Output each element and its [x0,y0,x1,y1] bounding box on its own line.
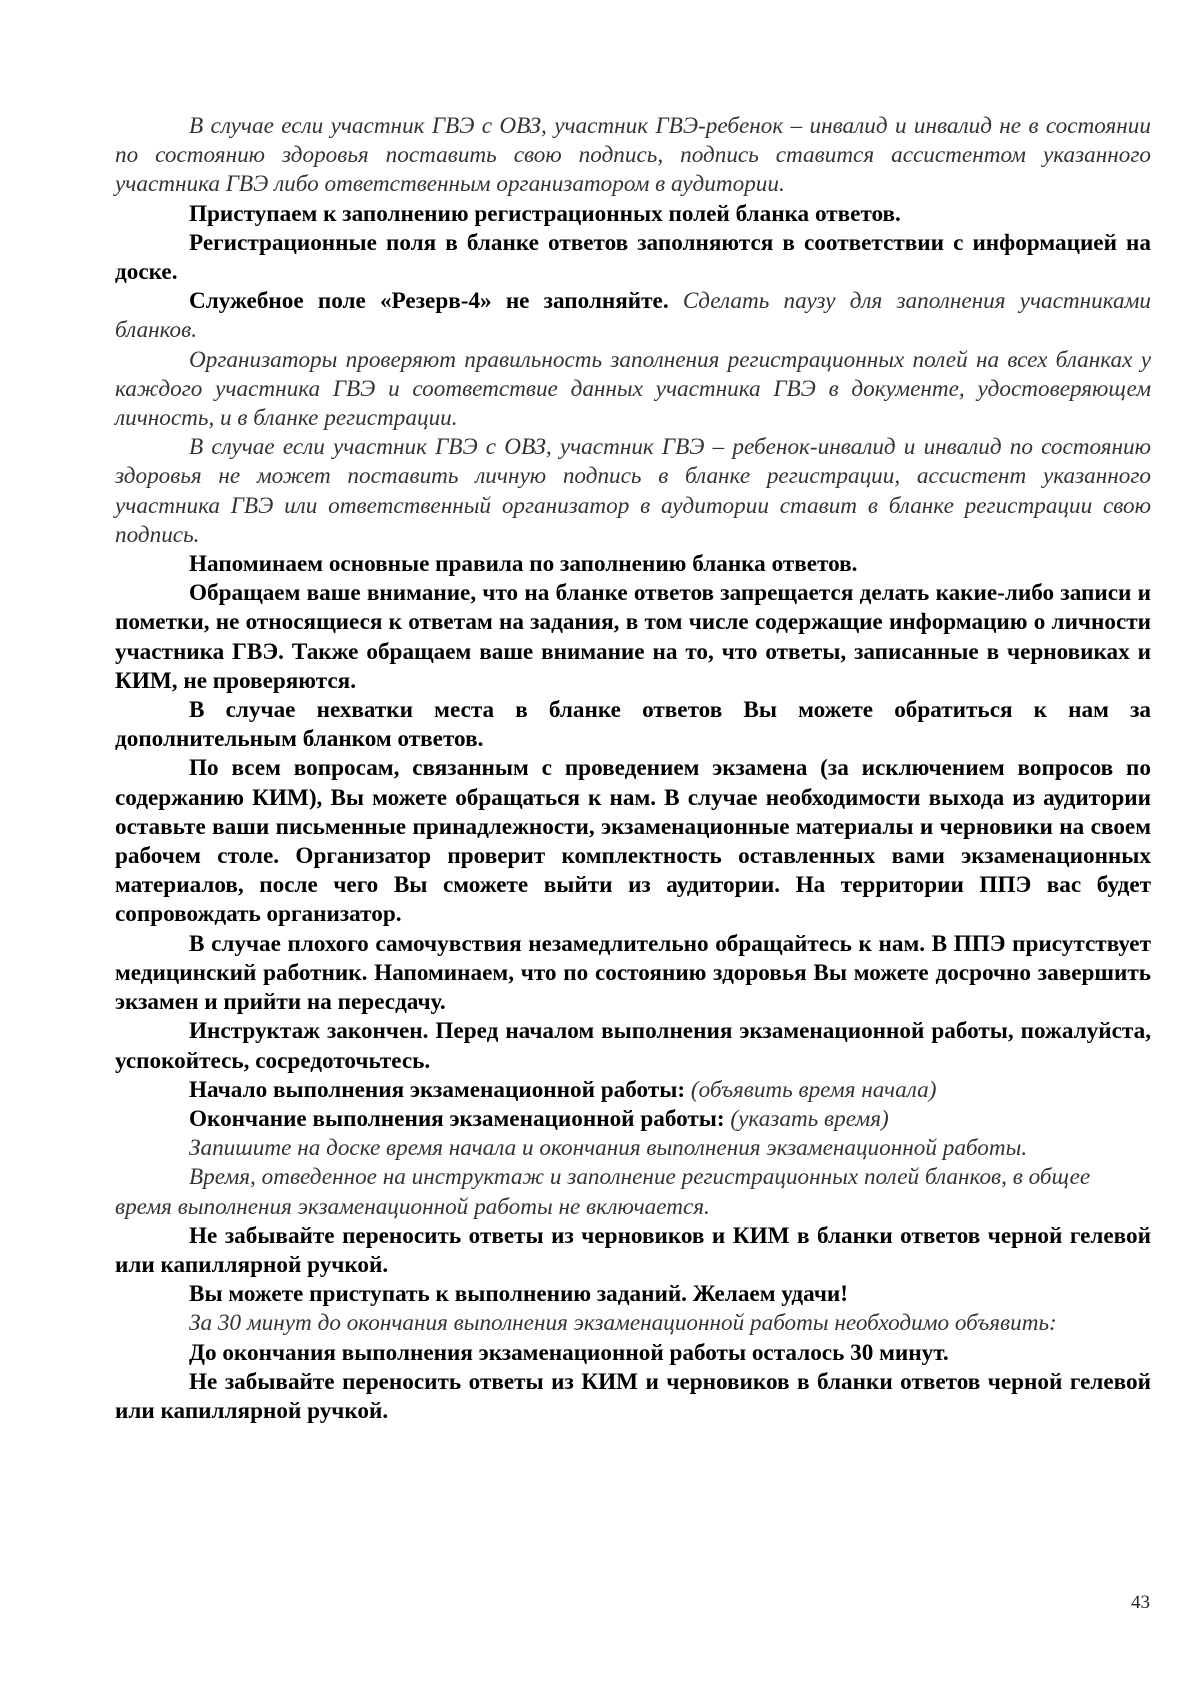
paragraph-start-registration: Приступаем к заполнению регистрационных полей бланка ответов. [189,200,901,227]
paragraph-additional-form: В случае нехватки места в бланке ответов Вы можете обратиться к нам за дополнительным бланком ответов. [115,697,1151,753]
paragraph-no-extra-marks: Обращаем ваше внимание, что на бланке ответов запрещается делать какие-либо записи и пометки, не относящиеся к ответам на задания, в том числе содержащие информацию о личности участника ГВЭ. Также обращаем ваше внимание на то, что ответы, записанные в черновиках и КИМ, не проверяются. [115,580,1151,694]
paragraph-time-not-included: Время, отведенное на инструктаж и заполнение регистрационных полей бланков, в общее время выполнения экзаменационной работы не включается. [115,1164,1091,1220]
paragraph-end-time: Окончание выполнения экзаменационной работы: (указать время) [189,1105,889,1132]
paragraph-transfer-answers-final: Не забывайте переносить ответы из КИМ и черновиков в бланки ответов черной гелевой или капиллярной ручкой. [115,1368,1151,1424]
paragraph-write-time-on-board: Запишите на доске время начала и окончания выполнения экзаменационной работы. [189,1135,1028,1162]
paragraph-reserve-field: Служебное поле «Резерв-4» не заполняйте. Сделать паузу для заполнения участниками бланков. [115,288,1152,344]
paragraph-assistant-signature: В случае если участник ГВЭ с ОВЗ, участник ГВЭ – ребенок-инвалид и инвалид по состоянию здоровья не может поставить личную подпись в бланке регистрации, ассистент указанного участника ГВЭ или ответственный организатор в аудитории ставит в бланке регистрации свою подпись. [115,434,1151,548]
paragraph-transfer-answers: Не забывайте переносить ответы из черновиков и КИМ в бланки ответов черной гелевой или капиллярной ручкой. [115,1222,1151,1278]
paragraph-health: В случае плохого самочувствия незамедлительно обращайтесь к нам. В ППЭ присутствует медицинский работник. Напоминаем, что по состоянию здоровья Вы можете досрочно завершить экзамен и прийти на пересдачу. [115,930,1151,1016]
paragraph-rules-reminder: Напоминаем основные правила по заполнению бланка ответов. [189,551,858,578]
paragraph-registration-fields: Регистрационные поля в бланке ответов заполняются в соответствии с информацией на доске. [115,229,1151,286]
paragraph-good-luck: Вы можете приступать к выполнению заданий. Желаем удачи! [189,1281,848,1308]
paragraph-30-min-left: До окончания выполнения экзаменационной работы осталось 30 минут. [189,1339,949,1366]
paragraph-disabled-signature-note: В случае если участник ГВЭ с ОВЗ, участник ГВЭ-ребенок – инвалид и инвалид не в состоянии по состоянию здоровья поставить свою подпись, подпись ставится ассистентом указанного участника ГВЭ либо ответственным организатором в аудитории. [115,113,1151,198]
paragraph-instruction-finished: Инструктаж закончен. Перед началом выполнения экзаменационной работы, пожалуйста, успокойтесь, сосредоточьтесь. [115,1018,1151,1074]
page-number: 43 [1131,1592,1150,1613]
paragraph-start-time: Начало выполнения экзаменационной работы: (объявить время начала) [189,1076,937,1103]
document-page [115,112,1151,1426]
paragraph-30-min-announce: За 30 минут до окончания выполнения экзаменационной работы необходимо объявить: [189,1310,1057,1337]
paragraph-organizers-check: Организаторы проверяют правильность заполнения регистрационных полей на всех бланках у каждого участника ГВЭ и соответствие данных участника ГВЭ в документе, удостоверяющем личность, и в бланке регистрации. [115,346,1151,432]
paragraph-questions-leaving: По всем вопросам, связанным с проведением экзамена (за исключением вопросов по содержанию КИМ), Вы можете обращаться к нам. В случае необходимости выхода из аудитории оставьте ваши письменные принадлежности, экзаменационные материалы и черновики на своем рабочем столе. Организатор проверит комплектность оставленных вами экзаменационных материалов, после чего Вы сможете выйти из аудитории. На территории ППЭ вас будет сопровождать организатор. [115,755,1151,928]
